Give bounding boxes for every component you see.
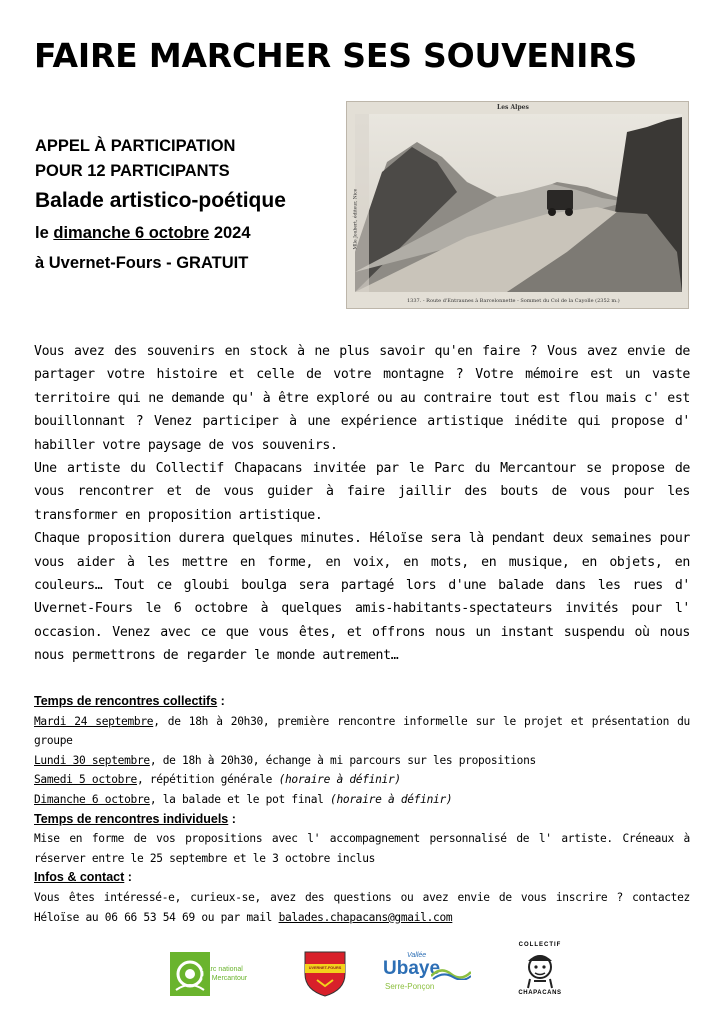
collective-item	[34, 751, 690, 771]
ubaye-main-text: Ubaye	[383, 958, 441, 979]
call-heading: APPEL À PARTICIPATION	[35, 137, 236, 155]
paragraph-1: Vous avez des souvenirs en stock à ne plus savoir qu'en faire ? Vous avez envie de partager votre histoire et celle de votre montagne ? Votre mémoire est un vaste territoire qui ne demande qu' à être exploré ou au contraire tout est flou mais c' est bouillonnant ? Venez participer à une expérience artistique inédite qui propose d' habiller votre paysage de vos souvenirs.	[34, 344, 690, 453]
uvernet-fours-shield	[303, 950, 347, 998]
character-icon	[520, 951, 560, 989]
collective-item-date: Lundi 30 septembre	[34, 753, 150, 767]
event-location: à Uvernet-Fours - GRATUIT	[35, 254, 249, 272]
photo-side-text: Mlle Joubert, éditeur, Nice	[353, 188, 359, 250]
collective-item-note: (horaire à définir)	[278, 773, 401, 787]
shield-text: UVERNET-FOURS	[308, 966, 342, 970]
individual-heading	[34, 810, 690, 830]
photo-caption: 1337. - Route d'Entraunes à Barcelonnette - Sommet du Col de la Cayolle (2352 m.)	[407, 298, 620, 304]
shield-icon	[303, 950, 347, 998]
collective-item-text: , la balade et le pot final	[149, 792, 331, 806]
mercantour-text-1: Parc national	[202, 966, 243, 973]
partner-logos	[0, 940, 724, 1024]
collective-item-date: Mardi 24 septembre	[34, 714, 154, 728]
contact-heading-colon: :	[124, 870, 132, 885]
paragraph-2: Une artiste du Collectif Chapacans invitée par le Parc du Mercantour se propose de vous rencontrer et de vous guider à faire jaillir des bouts de vous pour les transformer en proposition artistique.	[34, 461, 690, 523]
date-highlight: dimanche 6 octobre	[53, 224, 210, 242]
chapacans-logo	[512, 942, 568, 1002]
vintage-postcard-photo	[346, 101, 689, 309]
date-prefix: le	[35, 224, 54, 242]
contact-heading-label: Infos & contact	[34, 870, 125, 885]
intro-block	[35, 134, 345, 278]
email-link[interactable]: balades.chapacans@gmail.com	[278, 910, 453, 924]
description-text	[34, 340, 690, 668]
contact-text	[34, 888, 690, 927]
collective-item-note: (horaire à définir)	[330, 792, 453, 806]
paragraph-3: Chaque proposition durera quelques minutes. Héloïse sera là pendant deux semaines pour vous aider à les mettre en forme, en voix, en mots, en musique, en objets, en couleurs… Tout ce gloubi boulga sera partagé lors d'une balade dans les rues d' Uvernet-Fours le 6 octobre à quelques amis-habitants-spectateurs invités pour l' occasion. Venez avec ce que vous êtes, et offrons nous un instant suspendu où nous nous permettrons de regarder le monde autrement…	[34, 531, 690, 664]
ubaye-logo	[383, 952, 473, 998]
collective-item-date: Dimanche 6 octobre	[34, 792, 150, 806]
ubaye-sub-text: Serre-Ponçon	[385, 982, 435, 991]
collective-item	[34, 770, 690, 790]
schedule-block	[34, 692, 690, 927]
mercantour-icon	[170, 952, 210, 996]
event-type: Balade artistico-poétique	[35, 189, 286, 212]
individual-heading-colon: :	[228, 811, 236, 826]
chapacans-top-text: COLLECTIF	[518, 942, 562, 948]
contact-body: Vous êtes intéressé-e, curieux-se, avez des questions ou avez envie de vous inscrire ? contactez Héloïse au 06 66 53 54 69 ou par mail	[34, 890, 690, 924]
collective-item	[34, 712, 690, 751]
collective-item-date: Samedi 5 octobre	[34, 773, 137, 787]
date-year: 2024	[209, 224, 251, 242]
event-date	[35, 218, 345, 248]
page-title: FAIRE MARCHER SES SOUVENIRS	[34, 36, 638, 75]
collective-item-text: , répétition générale	[136, 773, 279, 787]
collective-item	[34, 790, 690, 810]
chapacans-bottom-text: CHAPACANS	[518, 990, 562, 996]
wave-icon	[431, 966, 471, 980]
photo-header: Les Alpes	[497, 104, 529, 111]
ubaye-top-text: Vallée	[407, 952, 427, 959]
mercantour-text-2: du Mercantour	[202, 975, 248, 982]
collective-item-text: , de 18h à 20h30, première rencontre informelle sur le projet et présentation du groupe	[34, 714, 690, 748]
individual-text: Mise en forme de vos propositions avec l' accompagnement personnalisé de l' artiste. Créneaux à réserver entre le 25 septembre et le 3 octobre inclus	[34, 832, 690, 865]
individual-heading-label: Temps de rencontres individuels	[34, 811, 229, 826]
collective-heading	[34, 692, 690, 712]
collective-heading-colon: :	[217, 694, 225, 708]
collective-heading-label: Temps de rencontres collectifs	[34, 694, 218, 708]
mercantour-logo	[170, 952, 260, 996]
collective-item-text: , de 18h à 20h30, échange à mi parcours sur les propositions	[149, 753, 536, 767]
contact-heading	[34, 868, 690, 888]
participants-heading: POUR 12 PARTICIPANTS	[35, 162, 230, 180]
